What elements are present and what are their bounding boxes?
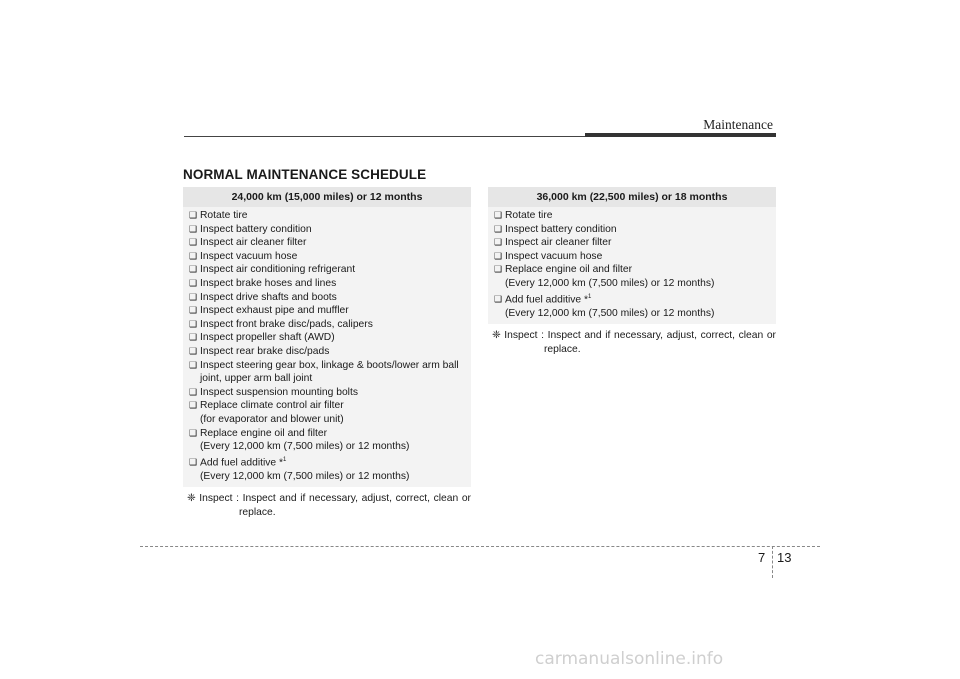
checklist xyxy=(183,207,471,487)
checkbox-icon: ❑ xyxy=(189,318,198,329)
schedule-column-36000 xyxy=(488,187,776,356)
checklist-item-text: Inspect propeller shaft (AWD) xyxy=(200,332,335,344)
checklist-item-text: Inspect exhaust pipe and muffler xyxy=(200,305,349,317)
checkbox-icon: ❑ xyxy=(189,400,198,411)
page-number: 13 xyxy=(777,550,792,565)
checklist-item xyxy=(488,250,776,264)
checklist-item-text: Inspect front brake disc/pads, calipers xyxy=(200,318,373,330)
checklist-item-text: Add fuel additive * xyxy=(200,457,284,469)
checklist xyxy=(488,207,776,324)
checkbox-icon: ❑ xyxy=(189,457,198,468)
checklist-item-detail: joint, upper arm ball joint xyxy=(200,373,313,385)
inspect-note-continued: replace. xyxy=(544,343,581,355)
checklist-item-text: Replace engine oil and filter xyxy=(200,427,328,439)
page-heading: NORMAL MAINTENANCE SCHEDULE xyxy=(183,167,427,182)
footnote-marker: 1 xyxy=(283,456,287,463)
checkbox-icon: ❑ xyxy=(189,345,198,356)
checklist-item xyxy=(183,386,471,400)
checkbox-icon: ❑ xyxy=(189,237,198,248)
checklist-item xyxy=(488,209,776,223)
checklist-item-detail: (Every 12,000 km (7,500 miles) or 12 months) xyxy=(200,470,410,482)
watermark: carmanualsonline.info xyxy=(535,649,724,669)
checklist-item xyxy=(488,291,776,307)
footer-page-divider xyxy=(772,546,773,578)
checkbox-icon: ❑ xyxy=(189,291,198,302)
checklist-item xyxy=(183,345,471,359)
checkbox-icon: ❑ xyxy=(189,223,198,234)
checklist-item-text: Inspect air cleaner filter xyxy=(505,237,612,249)
checklist-item-text: Inspect air cleaner filter xyxy=(200,237,307,249)
checkbox-icon: ❑ xyxy=(494,223,503,234)
checkbox-icon: ❑ xyxy=(494,293,503,304)
checkbox-icon: ❑ xyxy=(189,427,198,438)
inspect-note-continued: replace. xyxy=(239,506,276,518)
checkbox-icon: ❑ xyxy=(494,237,503,248)
checkbox-icon: ❑ xyxy=(189,332,198,343)
checklist-item-text: Inspect air conditioning refrigerant xyxy=(200,264,356,276)
checklist-item-text: Replace climate control air filter xyxy=(200,400,344,412)
checkbox-icon: ❑ xyxy=(189,277,198,288)
footer-divider xyxy=(140,546,820,547)
checklist-item-text: Inspect suspension mounting bolts xyxy=(200,386,358,398)
checkbox-icon: ❑ xyxy=(189,359,198,370)
checkbox-icon: ❑ xyxy=(494,250,503,261)
column-title: 36,000 km (22,500 miles) or 18 months xyxy=(488,187,776,207)
checkbox-icon: ❑ xyxy=(189,250,198,261)
checklist-item xyxy=(488,236,776,250)
checklist-item xyxy=(183,291,471,305)
checklist-item-text: Inspect drive shafts and boots xyxy=(200,291,337,303)
checkbox-icon: ❑ xyxy=(189,264,198,275)
checkbox-icon: ❑ xyxy=(189,305,198,316)
checkbox-icon: ❑ xyxy=(494,264,503,275)
footnote-marker: 1 xyxy=(588,293,592,300)
inspect-note: ❈ Inspect : Inspect and if necessary, adjust, correct, clean or xyxy=(492,330,776,342)
checklist-item xyxy=(183,454,471,470)
checkbox-icon: ❑ xyxy=(494,210,503,220)
checklist-item xyxy=(183,318,471,332)
checkbox-icon: ❑ xyxy=(189,210,198,220)
checklist-item-text: Rotate tire xyxy=(200,210,248,221)
checklist-item-detail: (for evaporator and blower unit) xyxy=(200,413,344,425)
checklist-item xyxy=(183,359,471,373)
checklist-item-text: Inspect brake hoses and lines xyxy=(200,277,337,289)
inspect-note: ❈ Inspect : Inspect and if necessary, adjust, correct, clean or xyxy=(187,493,471,505)
checklist-item xyxy=(183,277,471,291)
checkbox-icon: ❑ xyxy=(189,386,198,397)
checklist-item xyxy=(488,263,776,277)
checklist-item xyxy=(183,223,471,237)
section-title: Maintenance xyxy=(703,117,773,132)
checklist-item-detail: (Every 12,000 km (7,500 miles) or 12 months) xyxy=(505,307,715,319)
checklist-item xyxy=(183,263,471,277)
checklist-item xyxy=(183,399,471,413)
checklist-item-text: Inspect battery condition xyxy=(505,223,617,235)
checklist-item xyxy=(183,209,471,223)
chapter-number: 7 xyxy=(758,550,766,565)
checklist-item xyxy=(183,304,471,318)
checklist-item-text: Inspect battery condition xyxy=(200,223,312,235)
checklist-item-text: Inspect steering gear box, linkage & boots/lower arm ball xyxy=(200,359,459,371)
checklist-item-text: Replace engine oil and filter xyxy=(505,264,633,276)
checklist-item xyxy=(183,427,471,441)
checklist-item-text: Rotate tire xyxy=(505,210,553,221)
header-rule-accent xyxy=(585,133,776,137)
checklist-item xyxy=(488,223,776,237)
checklist-item-text: Inspect vacuum hose xyxy=(200,250,298,262)
checklist-item xyxy=(183,236,471,250)
schedule-column-24000 xyxy=(183,187,471,519)
column-title: 24,000 km (15,000 miles) or 12 months xyxy=(183,187,471,207)
checklist-item-detail: (Every 12,000 km (7,500 miles) or 12 months) xyxy=(200,441,410,453)
checklist-item-text: Inspect vacuum hose xyxy=(505,250,603,262)
checklist-item xyxy=(183,250,471,264)
checklist-item-text: Inspect rear brake disc/pads xyxy=(200,345,330,357)
checklist-item-detail: (Every 12,000 km (7,500 miles) or 12 months) xyxy=(505,277,715,289)
checklist-item-text: Add fuel additive * xyxy=(505,293,589,305)
checklist-item xyxy=(183,331,471,345)
